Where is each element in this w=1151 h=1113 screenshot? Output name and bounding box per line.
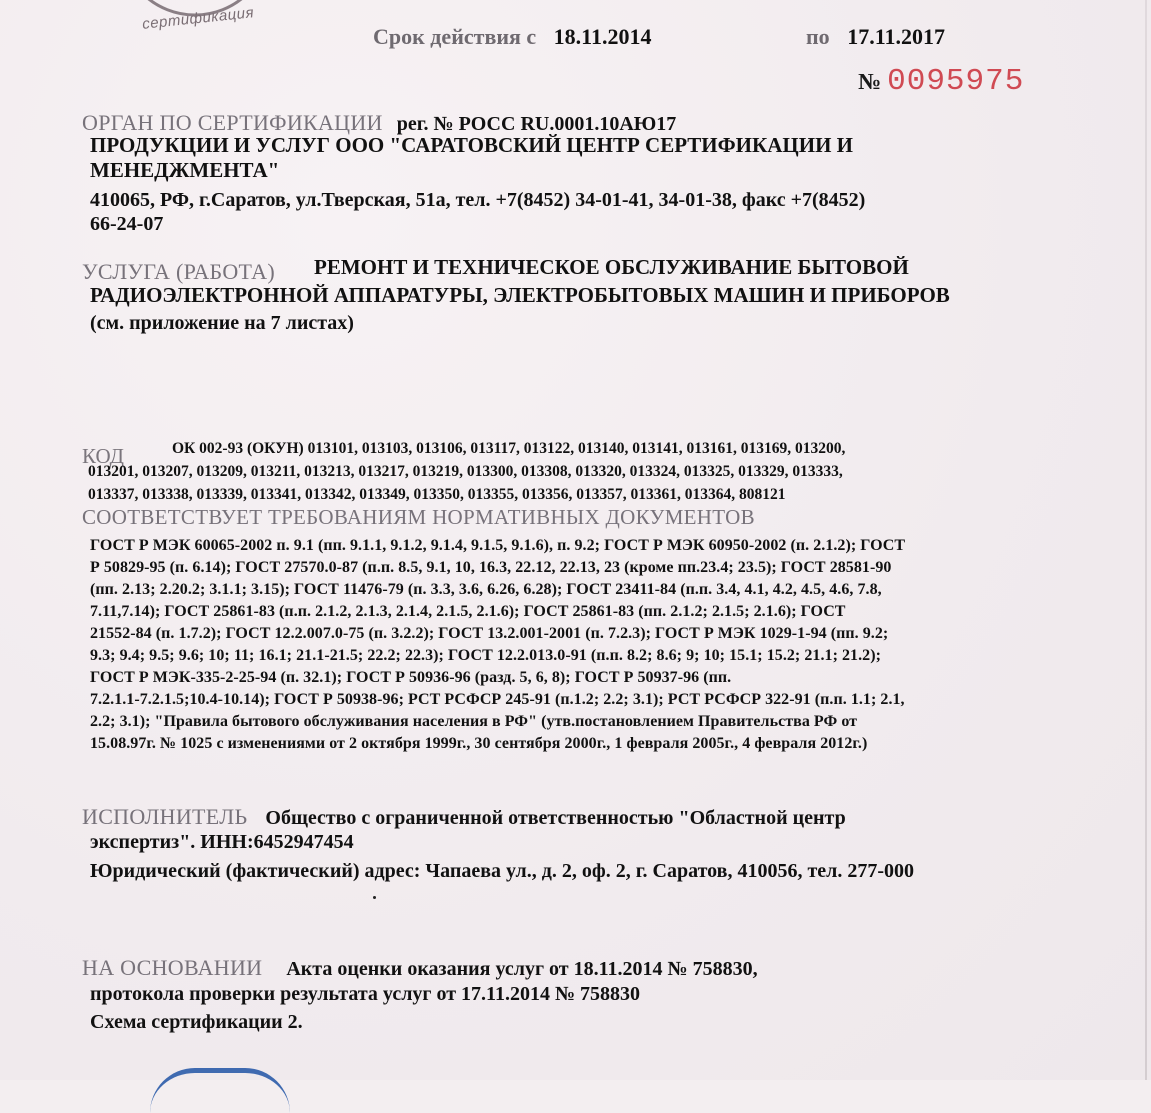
serial-number bbox=[858, 64, 1024, 99]
basis-line1: Акта оценки оказания услуг от 18.11.2014 № 758830, bbox=[286, 958, 758, 980]
organ-reg: рег. № РОСС RU.0001.10АЮ17 bbox=[396, 113, 677, 135]
conformity-line: ГОСТ Р МЭК 60065-2002 п. 9.1 (пп. 9.1.1, 9.1.2, 9.1.4, 9.1.5, 9.1.6), п. 9.2; ГОСТ Р МЭК 60950-2002 (п. 2.1.2); ГОСТ bbox=[90, 537, 906, 554]
conformity-line: Р 50829-95 (п. 6.14); ГОСТ 27570.0-87 (п.п. 8.5, 9.1, 10, 16.3, 22.12, 22.13, 23 (кроме пп.23.4; 23.5); ГОСТ 28581-90 bbox=[90, 559, 892, 576]
code-label: КОД bbox=[82, 444, 124, 468]
conformity-line: 7.2.1.1-7.2.1.5;10.4-10.14); ГОСТ Р 50938-96; РСТ РСФСР 245-91 (п.1.2; 2.2; 3.1); РСТ РСФСР 322-91 (п.п. 1.1; 2.1, bbox=[90, 691, 905, 708]
service-line1: РЕМОНТ И ТЕХНИЧЕСКОЕ ОБСЛУЖИВАНИЕ БЫТОВОЙ bbox=[314, 255, 909, 279]
conformity-line: 9.3; 9.4; 9.5; 9.6; 10; 11; 16.1; 21.1-21.5; 22.2; 22.3); ГОСТ 12.2.013.0-91 (п.п. 8.2; 8.6; 9; 10; 15.1; 15.2; 21.1; 21.2); bbox=[90, 647, 881, 664]
basis-line3: Схема сертификации 2. bbox=[90, 1011, 303, 1033]
service-label: УСЛУГА (РАБОТА) bbox=[82, 259, 275, 284]
number-sign: № bbox=[858, 69, 882, 94]
code-line2: 013201, 013207, 013209, 013211, 013213, 013217, 013219, 013300, 013308, 013320, 013324, 013325, 013329, 013333, bbox=[88, 463, 843, 480]
service-line2: РАДИОЭЛЕКТРОННОЙ АППАРАТУРЫ, ЭЛЕКТРОБЫТОВЫХ МАШИН И ПРИБОРОВ bbox=[90, 283, 950, 307]
organ-address-line2: 66-24-07 bbox=[90, 213, 164, 235]
organ-address-line1: 410065, РФ, г.Саратов, ул.Тверская, 51а, тел. +7(8452) 34-01-41, 34-01-38, факс +7(8452) bbox=[90, 189, 866, 211]
basis-label: НА ОСНОВАНИИ bbox=[82, 955, 263, 980]
validity-label: Срок действия bbox=[373, 24, 521, 49]
executor-label: ИСПОЛНИТЕЛЬ bbox=[82, 804, 248, 829]
conformity-line: (пп. 2.13; 2.20.2; 3.1.1; 3.15); ГОСТ 11476-79 (п. 3.3, 3.6, 6.26, 6.28); ГОСТ 23411-84 (п.п. 3.4, 4.1, 4.2, 4.5, 4.6, 7.8, bbox=[90, 581, 882, 598]
executor-line3: Юридический (фактический) адрес: Чапаева ул., д. 2, оф. 2, г. Саратов, 410056, тел. 277-000 bbox=[90, 860, 915, 882]
conformity-line: 15.08.97г. № 1025 с изменениями от 2 октября 1999г., 30 сентября 2000г., 1 февраля 2005г., 4 февраля 2012г.) bbox=[90, 735, 868, 752]
conformity-line: 2.2; 3.1); "Правила бытового обслуживания населения в РФ" (утв.постановлением Правительства РФ от bbox=[90, 713, 858, 730]
executor-line2: экспертиз". ИНН:6452947454 bbox=[90, 831, 354, 853]
validity-to-date: 17.11.2017 bbox=[847, 24, 945, 49]
conformity-line: ГОСТ Р МЭК-335-2-25-94 (п. 32.1); ГОСТ Р 50936-96 (разд. 5, 6, 8); ГОСТ Р 50937-96 (пп. bbox=[90, 669, 732, 686]
validity-period bbox=[373, 24, 945, 50]
executor-header bbox=[82, 804, 846, 830]
conformity-line: 21552-84 (п. 1.7.2); ГОСТ 12.2.007.0-75 (п. 3.2.2); ГОСТ 13.2.001-2001 (п. 7.2.3); ГОСТ Р МЭК 1029-1-94 (пп. 9.2; bbox=[90, 625, 889, 642]
executor-line1: Общество с ограниченной ответственностью "Областной центр bbox=[265, 807, 846, 829]
organ-name-line1: ПРОДУКЦИИ И УСЛУГ ООО "САРАТОВСКИЙ ЦЕНТР СЕРТИФИКАЦИИ И bbox=[90, 133, 853, 157]
service-header bbox=[82, 259, 275, 285]
basis-header bbox=[82, 955, 758, 981]
validity-from-date: 18.11.2014 bbox=[553, 24, 652, 49]
organ-label: ОРГАН ПО СЕРТИФИКАЦИИ bbox=[82, 110, 383, 135]
conformity-line: 7.11,7.14); ГОСТ 25861-83 (п.п. 2.1.2, 2.1.3, 2.1.4, 2.1.5, 2.1.6); ГОСТ 25861-83 (пп. 2.1.2; 2.1.5; 2.1.6); ГОСТ bbox=[90, 603, 846, 620]
basis-line2: протокола проверки результата услуг от 17.11.2014 № 758830 bbox=[90, 983, 641, 1005]
serial-number-value: 0095975 bbox=[887, 64, 1025, 99]
service-line3: (см. приложение на 7 листах) bbox=[90, 312, 354, 334]
code-line1: ОК 002-93 (ОКУН) 013101, 013103, 013106, 013117, 013122, 013140, 013141, 013161, 013169, 013200, bbox=[172, 440, 846, 457]
validity-from-prep: с bbox=[526, 24, 537, 49]
conformity-label: СООТВЕТСТВУЕТ ТРЕБОВАНИЯМ НОРМАТИВНЫХ ДОКУМЕНТОВ bbox=[82, 505, 755, 529]
organ-name-line2: МЕНЕДЖМЕНТА" bbox=[90, 158, 280, 182]
stamp-seal-edge bbox=[150, 1068, 290, 1113]
code-line3: 013337, 013338, 013339, 013341, 013342, 013349, 013350, 013355, 013356, 013357, 013361, 013364, 808121 bbox=[88, 486, 786, 503]
validity-to bbox=[806, 24, 957, 50]
stray-dot bbox=[373, 896, 376, 899]
validity-to-prep: по bbox=[806, 24, 830, 49]
page-edge bbox=[1145, 0, 1147, 1080]
logo-caption: сертификация bbox=[141, 4, 255, 33]
